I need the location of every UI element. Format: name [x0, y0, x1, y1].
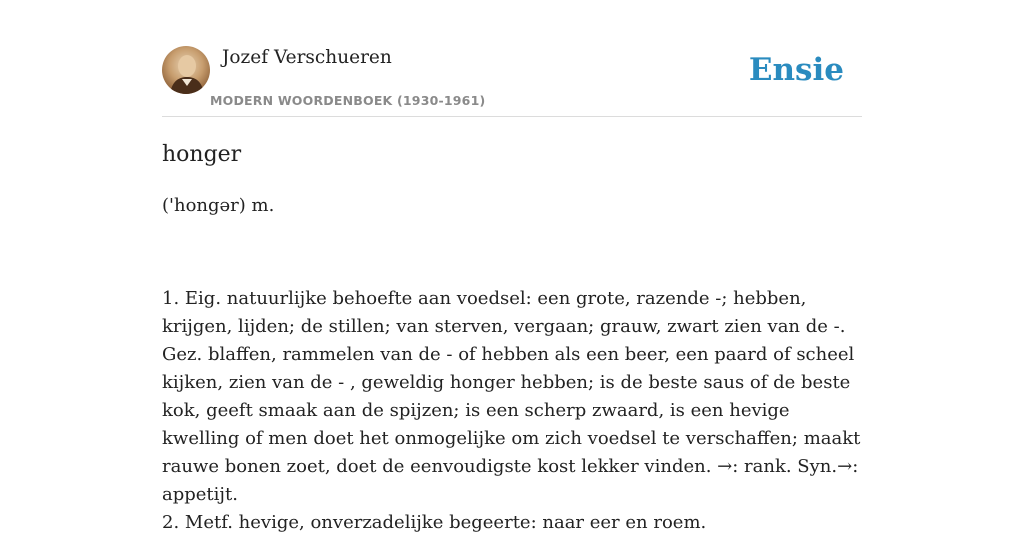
entry-card — [162, 46, 862, 533]
definition-item: 2. Metf. hevige, onverzadelijke begeerte: naar eer en roem. — [162, 512, 707, 533]
ensie-logo[interactable]: Ensie — [748, 52, 844, 88]
source-label: MODERN WOORDENBOEK (1930-1961) — [210, 93, 486, 108]
entry-pronunciation: ('hongər) m. — [162, 195, 275, 216]
definition-item: 1. Eig. natuurlijke behoefte aan voedsel: een grote, razende -; hebben, krijgen, lijden; de stillen; van sterven, vergaan; grauw, zwart zien van de -. Gez. blaffen, rammelen van de - of hebben als een beer, een paard of scheel kijken, zien van de - , geweldig honger hebben; is de beste saus of de beste kok, geeft smaak aan de spijzen; is een scherp zwaard, is een hevige kwelling of men doet het onmogelijke om zich voedsel te verschaffen; maakt rauwe bonen zoet, doet de eenvoudigste kost lekker vinden. →: rank. Syn.→: appetijt. — [162, 288, 861, 505]
author-avatar[interactable] — [162, 46, 210, 94]
author-name[interactable]: Jozef Verschueren — [222, 47, 392, 68]
entry-header — [162, 46, 862, 117]
entry-definition — [162, 285, 862, 537]
entry-headword: honger — [162, 142, 242, 167]
portrait-icon — [162, 46, 210, 94]
